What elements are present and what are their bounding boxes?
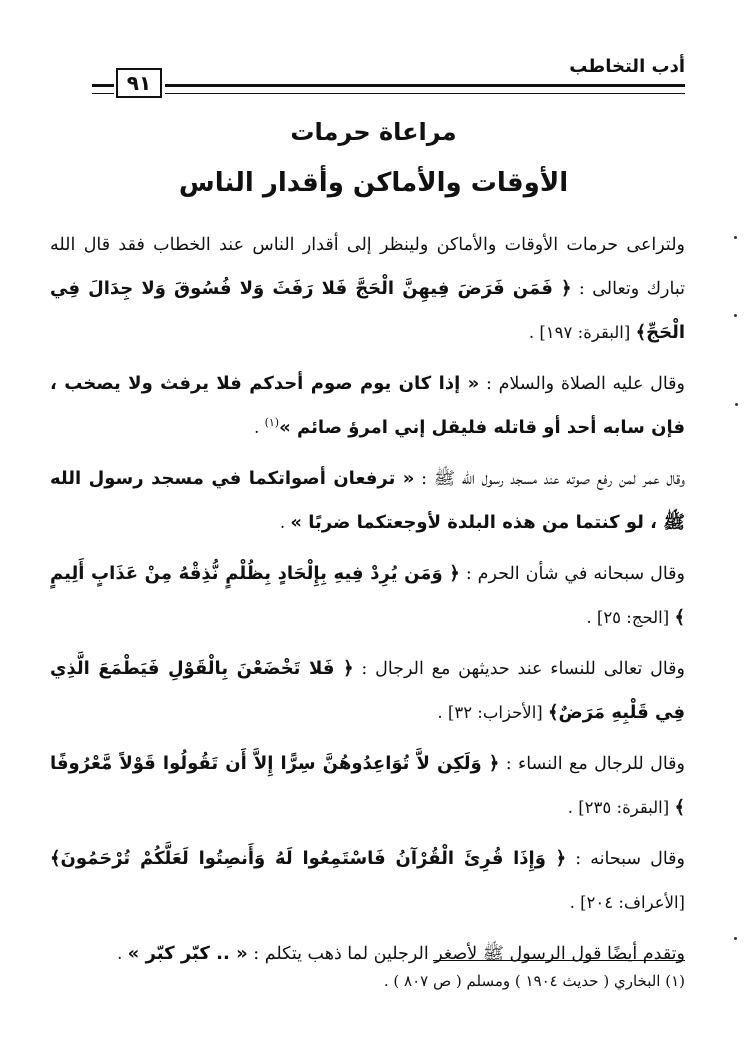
- paragraph: [50, 224, 685, 355]
- quran-quote: ﴿ وَمَن يُرِدْ فِيهِ بِإِلْحَادٍ بِظُلْمٍ نُّذِقْهُ مِنْ عَذَابٍ أَلِيمٍ ﴾: [50, 563, 685, 628]
- paragraph-end: .: [254, 418, 265, 437]
- verse-reference: [البقرة: ١٩٧] .: [528, 323, 636, 342]
- paragraph-intro: وقال سبحانه في شأن الحرم :: [459, 564, 685, 584]
- footnote-rule: [433, 960, 685, 961]
- scan-speck: [734, 937, 737, 940]
- verse-reference: [الحج: ٢٥] .: [586, 608, 675, 627]
- footnote-marker: (١): [264, 416, 280, 430]
- paragraph-intro: وتقدم أيضًا قول الرسول ﷺ لأصغر الرجلين لما ذهب يتكلم :: [247, 944, 685, 964]
- scan-speck: [734, 314, 737, 317]
- paragraph-intro: وقال للرجال مع النساء :: [499, 754, 685, 774]
- paragraph-end: .: [279, 513, 291, 532]
- page-number: ٩١: [116, 68, 162, 98]
- chapter-title-line-2: الأوقات والأماكن وأقدار الناس: [178, 168, 569, 198]
- header-rule-left: [92, 84, 114, 94]
- paragraph: [50, 362, 685, 450]
- paragraph: [50, 552, 685, 640]
- paragraph-intro: ولتراعى حرمات الأوقات والأماكن ولينظر إلى أقدار الناس عند الخطاب فقد قال الله تبارك وتعالى :: [50, 235, 685, 299]
- verse-reference: [البقرة: ٢٣٥] .: [567, 798, 675, 817]
- hadith-quote: « .. كبّر كبّر »: [127, 943, 248, 964]
- paragraph-intro: وقال عمر لمن رفع صوته عند مسجد رسول الله ﷺ :: [414, 469, 685, 489]
- paragraph: [50, 457, 685, 545]
- paragraph-end: .: [117, 944, 128, 963]
- body-text: [50, 224, 685, 983]
- paragraph-intro: وقال تعالى للنساء عند حديثهن مع الرجال :: [353, 659, 685, 679]
- quran-quote: ﴿ وَإِذَا قُرِئَ الْقُرْآنُ فَاسْتَمِعُوا لَهُ وَأَنصِتُوا لَعَلَّكُمْ تُرْحَمُونَ﴾: [50, 848, 567, 869]
- paragraph: [50, 647, 685, 735]
- quran-quote: ﴿ وَلَكِن لاَّ تُوَاعِدُوهُنَّ سِرًّا إِلاَّ أَن تَقُولُوا قَوْلاً مَّعْرُوفًا ﴾: [50, 753, 685, 818]
- verse-reference: [الأعراف: ٢٠٤] .: [569, 893, 685, 912]
- running-title: أدب التخاطب: [569, 56, 685, 77]
- hadith-quote: « إذا كان يوم صوم أحدكم فلا يرفث ولا يصخب ، فإن سابه أحد أو قاتله فليقل إني امرؤ صائم »: [50, 373, 685, 438]
- paragraph-intro: وقال سبحانه :: [566, 849, 685, 869]
- footnote: (١) البخاري ( حديث ١٩٠٤ ) ومسلم ( ص ٨٠٧ ) .: [383, 972, 685, 990]
- verse-reference: [الأحزاب: ٣٢] .: [437, 703, 548, 722]
- quran-quote: ﴿ فَمَن فَرَضَ فِيهِنَّ الْحَجَّ فَلا رَفَثَ وَلا فُسُوقَ وَلا جِدَالَ فِي الْحَجِّ﴾: [50, 278, 685, 343]
- hadith-quote: « ترفعان أصواتكما في مسجد رسول الله ﷺ ، لو كنتما من هذه البلدة لأوجعتكما ضربًا »: [50, 468, 685, 533]
- scan-speck: [734, 236, 737, 239]
- scan-speck: [735, 403, 738, 406]
- quran-quote: ﴿ فَلا تَخْضَعْنَ بِالْقَوْلِ فَيَطْمَعَ الَّذِي فِي قَلْبِهِ مَرَضٌ﴾: [50, 658, 685, 723]
- paragraph: [50, 742, 685, 830]
- paragraph: [50, 837, 685, 925]
- chapter-title-line-1: مراعاة حرمات: [290, 118, 457, 146]
- header-rule: [165, 84, 685, 94]
- paragraph-intro: وقال عليه الصلاة والسلام :: [479, 374, 685, 394]
